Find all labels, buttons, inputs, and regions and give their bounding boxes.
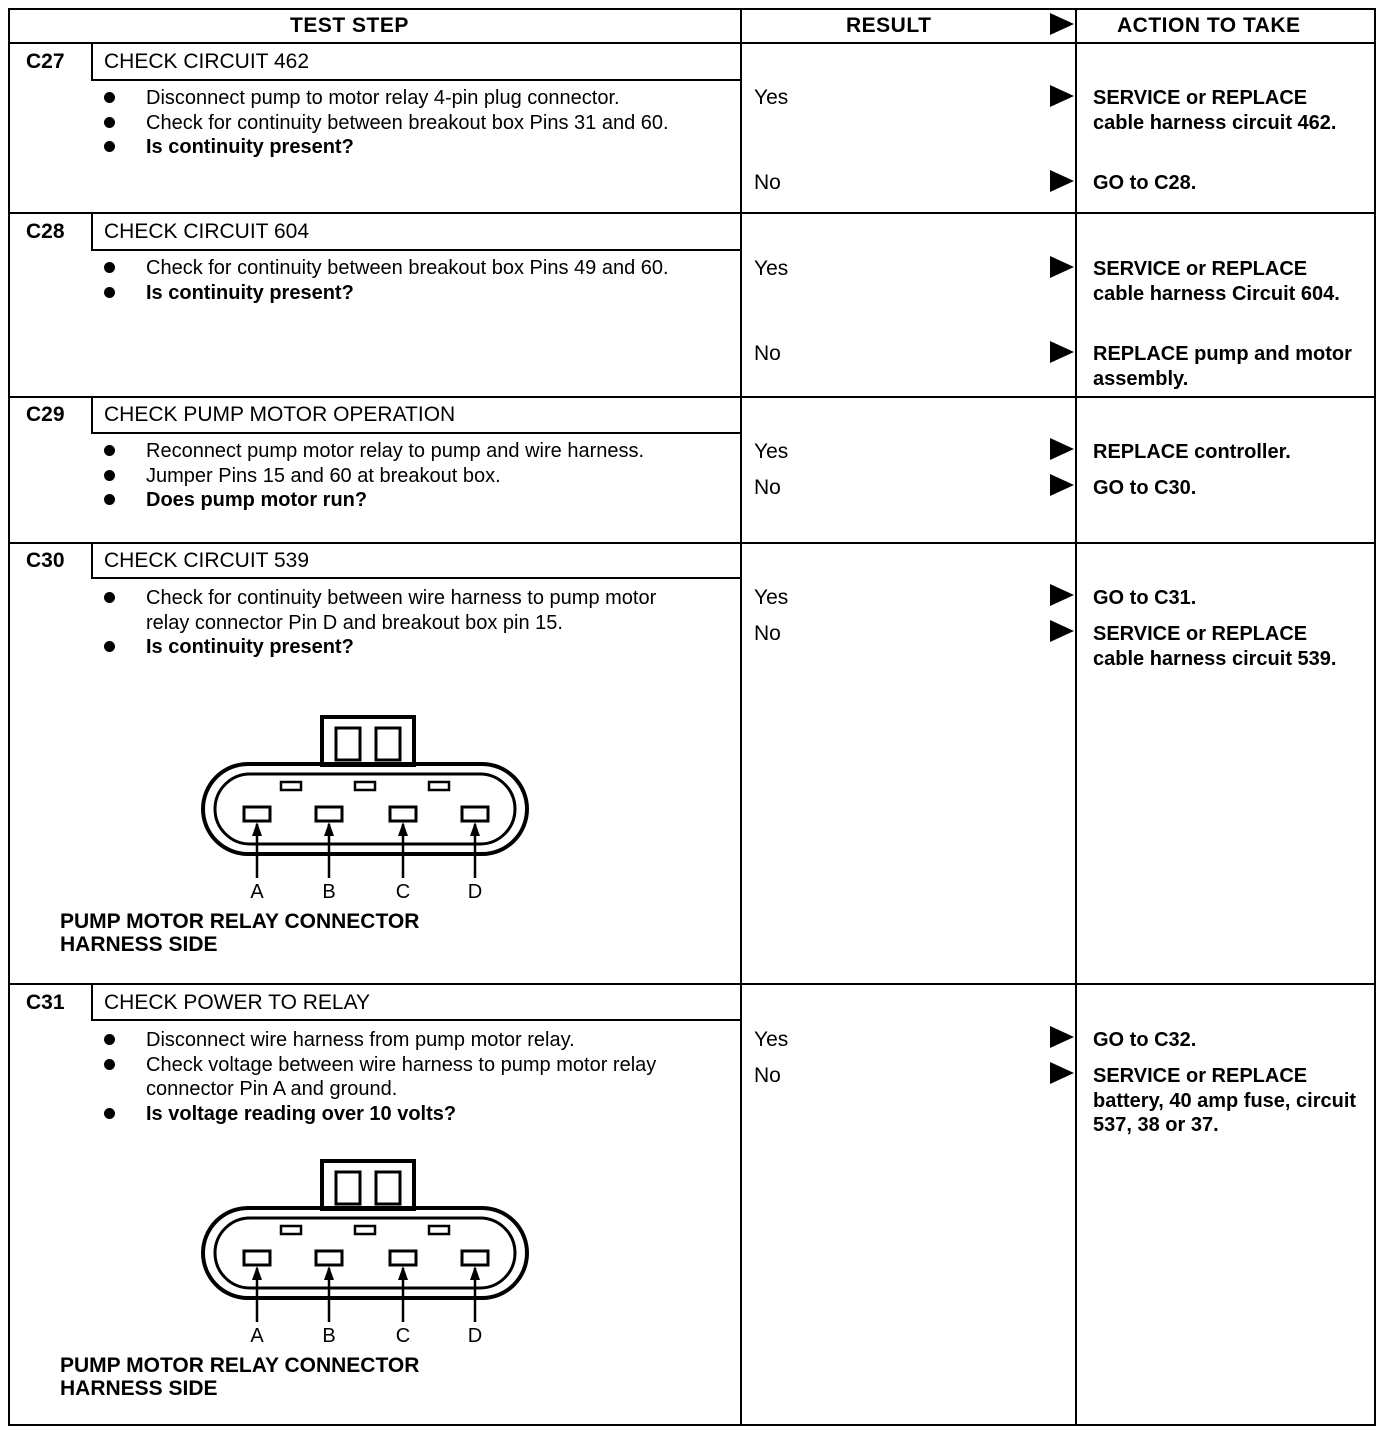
bullet-icon [104, 1034, 115, 1045]
result-yes: Yes [754, 586, 789, 609]
bullet-icon [104, 262, 115, 273]
action-no: SERVICE or REPLACE battery, 40 amp fuse, circuit 537, 38 or 37. [1093, 1065, 1357, 1136]
result-yes: Yes [754, 257, 789, 280]
arrow-icon [1050, 620, 1074, 642]
step-title-underline [91, 79, 741, 81]
step-divider [8, 396, 1376, 398]
step-bullets [104, 439, 704, 513]
pin-label: A [250, 881, 264, 903]
step-divider [8, 542, 1376, 544]
step-bullets [104, 1028, 714, 1126]
step-question: Is continuity present? [104, 635, 704, 660]
connector-key [429, 1226, 449, 1234]
pin-label: A [250, 1325, 264, 1347]
list-item: Check voltage between wire harness to pump motor relay connector Pin A and ground. [104, 1053, 714, 1102]
pin-b-terminal [316, 1251, 342, 1265]
bullet-icon [104, 445, 115, 456]
action-no: SERVICE or REPLACE cable harness circuit 539. [1093, 623, 1337, 670]
result-no: No [754, 342, 781, 365]
column-divider-action [1075, 8, 1077, 1426]
step-bullets [104, 586, 704, 660]
pin-label: C [395, 881, 411, 903]
step-question: Is voltage reading over 10 volts? [104, 1102, 714, 1127]
pin-d-terminal [462, 807, 488, 821]
header-result: RESULT [846, 14, 932, 37]
diagram-caption: PUMP MOTOR RELAY CONNECTOR HARNESS SIDE [60, 910, 420, 956]
action-no: GO to C30. [1093, 477, 1197, 499]
bullet-icon [104, 287, 115, 298]
result-no: No [754, 171, 781, 194]
connector-key [355, 1226, 375, 1234]
arrow-icon [1050, 474, 1074, 496]
step-question: Is continuity present? [104, 281, 704, 306]
pin-a-terminal [244, 1251, 270, 1265]
arrow-icon [1050, 1026, 1074, 1048]
pin-label: C [395, 1325, 411, 1347]
pin-label: B [322, 881, 336, 903]
pin-label: D [467, 1325, 483, 1347]
arrow-icon [1050, 256, 1074, 278]
step-title: CHECK CIRCUIT 462 [104, 50, 309, 73]
step-bullets [104, 86, 704, 160]
step-bullets [104, 256, 704, 305]
bullet-icon [104, 141, 115, 152]
arrow-icon [1050, 85, 1074, 107]
latch-slot [336, 1172, 360, 1204]
connector-key [355, 782, 375, 790]
step-id-divider [91, 43, 93, 80]
action-yes: SERVICE or REPLACE cable harness circuit 462. [1093, 87, 1337, 134]
step-question: Is continuity present? [104, 135, 704, 160]
step-id-divider [91, 984, 93, 1020]
result-yes: Yes [754, 1028, 789, 1051]
action-no: REPLACE pump and motor assembly. [1093, 343, 1352, 390]
list-item: Disconnect wire harness from pump motor relay. [104, 1028, 714, 1053]
diagram-caption: PUMP MOTOR RELAY CONNECTOR HARNESS SIDE [60, 1354, 420, 1400]
list-item: Check for continuity between wire harness to pump motor relay connector Pin D and breakout box pin 15. [104, 586, 704, 635]
bullet-icon [104, 1059, 115, 1070]
connector-key [281, 1226, 301, 1234]
bullet-icon [104, 92, 115, 103]
list-item: Check for continuity between breakout box Pins 31 and 60. [104, 111, 704, 136]
step-id-divider [91, 213, 93, 250]
step-id: C30 [26, 549, 65, 572]
step-divider [8, 212, 1376, 214]
result-no: No [754, 1064, 781, 1087]
step-id-divider [91, 397, 93, 433]
action-no: GO to C28. [1093, 172, 1197, 194]
connector-diagram [195, 1156, 535, 1348]
pin-c-terminal [390, 807, 416, 821]
list-item: Disconnect pump to motor relay 4-pin plug connector. [104, 86, 704, 111]
action-yes: REPLACE controller. [1093, 441, 1291, 463]
arrow-icon [1050, 341, 1074, 363]
action-yes: SERVICE or REPLACE cable harness Circuit 604. [1093, 258, 1340, 305]
connector-body [203, 764, 527, 854]
result-yes: Yes [754, 86, 789, 109]
bullet-icon [104, 470, 115, 481]
arrow-icon [1050, 584, 1074, 606]
step-title: CHECK CIRCUIT 604 [104, 220, 309, 243]
step-title: CHECK POWER TO RELAY [104, 991, 371, 1014]
connector-diagram [195, 712, 535, 904]
bullet-icon [104, 117, 115, 128]
arrow-icon [1050, 1062, 1074, 1084]
latch-slot [376, 1172, 400, 1204]
pin-label: B [322, 1325, 336, 1347]
connector-key [281, 782, 301, 790]
list-item: Jumper Pins 15 and 60 at breakout box. [104, 464, 704, 489]
step-id: C29 [26, 403, 65, 426]
bullet-icon [104, 641, 115, 652]
arrow-icon [1050, 438, 1074, 460]
arrow-icon [1050, 170, 1074, 192]
pin-label: D [467, 881, 483, 903]
step-title-underline [91, 249, 741, 251]
step-id: C31 [26, 991, 65, 1014]
bullet-icon [104, 494, 115, 505]
latch-slot [376, 728, 400, 760]
header-divider [8, 42, 1376, 44]
list-item: Reconnect pump motor relay to pump and wire harness. [104, 439, 704, 464]
result-no: No [754, 622, 781, 645]
connector-key [429, 782, 449, 790]
step-id: C28 [26, 220, 65, 243]
result-no: No [754, 476, 781, 499]
step-divider [8, 983, 1376, 985]
list-item: Check for continuity between breakout box Pins 49 and 60. [104, 256, 704, 281]
bullet-icon [104, 1108, 115, 1119]
pin-b-terminal [316, 807, 342, 821]
bullet-icon [104, 592, 115, 603]
action-yes: GO to C32. [1093, 1029, 1197, 1051]
step-title: CHECK CIRCUIT 539 [104, 549, 309, 572]
header-action: ACTION TO TAKE [1117, 14, 1301, 37]
pin-a-terminal [244, 807, 270, 821]
step-title: CHECK PUMP MOTOR OPERATION [104, 403, 456, 426]
header-test-step: TEST STEP [290, 14, 409, 37]
latch-slot [336, 728, 360, 760]
step-title-underline [91, 577, 741, 579]
column-divider-result [740, 8, 742, 1426]
action-yes: GO to C31. [1093, 587, 1197, 609]
result-yes: Yes [754, 440, 789, 463]
pin-d-terminal [462, 1251, 488, 1265]
step-title-underline [91, 432, 741, 434]
connector-body [203, 1208, 527, 1298]
header-arrow-icon [1050, 13, 1074, 35]
step-id: C27 [26, 50, 65, 73]
pin-c-terminal [390, 1251, 416, 1265]
step-title-underline [91, 1019, 741, 1021]
step-id-divider [91, 543, 93, 578]
step-question: Does pump motor run? [104, 488, 704, 513]
